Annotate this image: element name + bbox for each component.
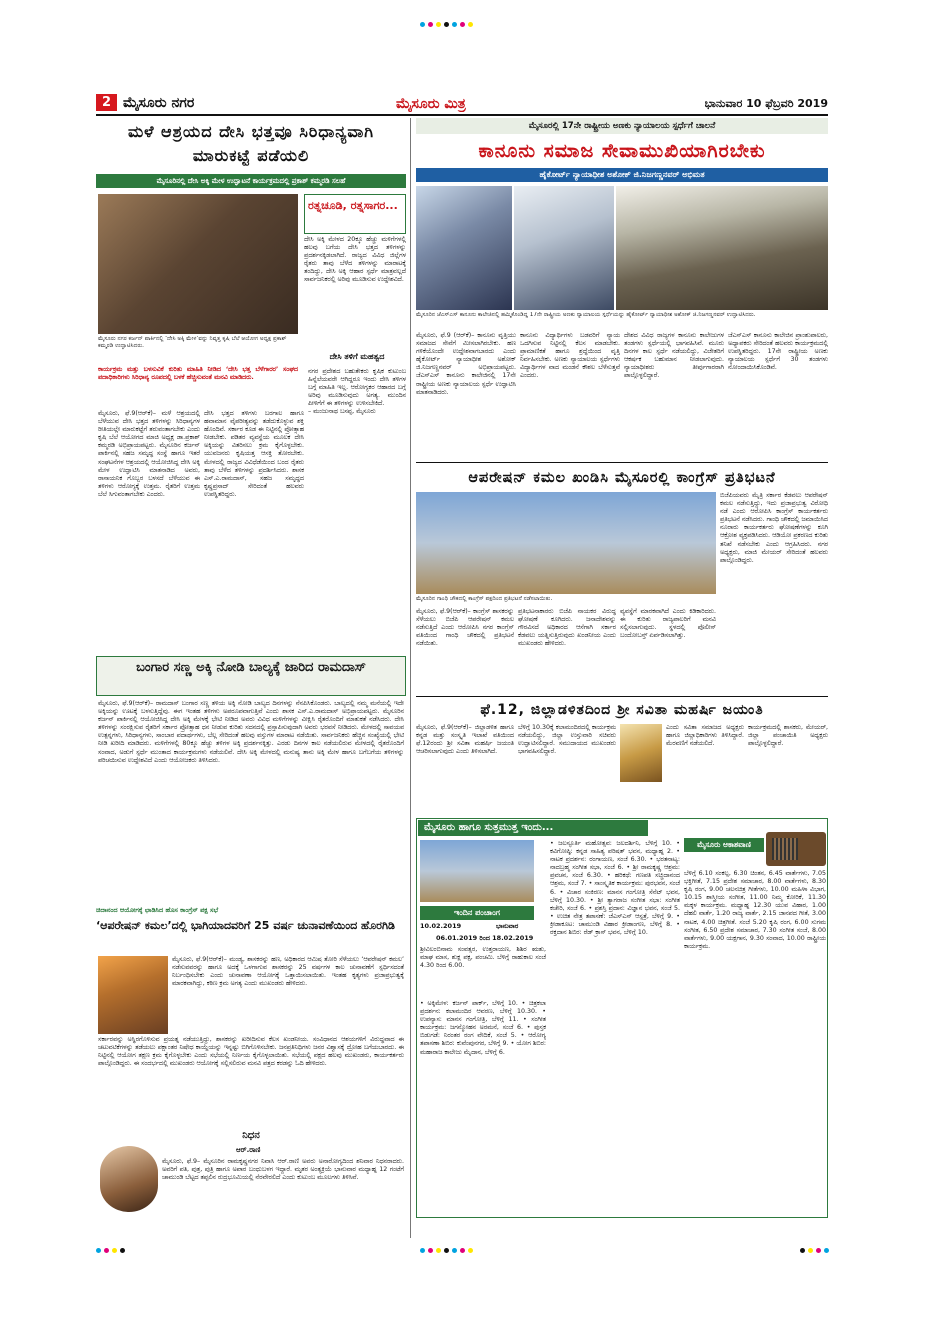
judge-speaking-photo [416,186,512,310]
registration-dots-bottom [420,1248,473,1253]
side-box-title: ರತ್ನಚೂಡಿ, ರತ್ನಸಾಗರ... [304,194,406,234]
bangara-body: ಮೈಸೂರು, ಫೆ.9(ಆರ್‌ಕೆ)– ರಾಮದಾಸ್ ಬಂಗಾರ ಸಣ್ಣ ತಳಿಯ ಅಕ್ಕಿ ನೋಡಿ ಬಾಲ್ಯದ ದಿನಗಳನ್ನು ನೆನಪಿಸಿಕೊಂಡರು. ಬಾಲ್ಯದಲ್ಲಿ ನಮ್ಮ ಮನೆಯಲ್ಲಿ ಇದೇ ಅಕ್ಕಿಯನ್ನು ಊಟಕ್ಕೆ ಬಳಸುತ್ತಿದ್ದೆವು. ಈಗ ಇಂತಹ ತಳಿಗಳು ಅಪರೂಪವಾಗುತ್ತಿವೆ ಎಂದು ಶಾಸಕ ಎಸ್.ಎ.ರಾಮದಾಸ್ ಅಭಿಪ್ರಾಯಪಟ್ಟರು. ಮೈಸೂರಿನ ಕರ್ಜನ್ ಪಾರ್ಕಿನಲ್ಲಿ ಆಯೋಜಿಸಿದ್ದ ದೇಸಿ ಅಕ್ಕಿ ಮೇಳಕ್ಕೆ ಭೇಟಿ ನೀಡಿದ ಅವರು ವಿವಿಧ ಮಳಿಗೆಗಳನ್ನು ವೀಕ್ಷಿಸಿ ರೈತರೊಂದಿಗೆ ಮಾತುಕತೆ ನಡೆಸಿದರು. ದೇಸಿ ತಳಿಗಳನ್ನು ಸಂರಕ್ಷಿಸುವ ರೈತರಿಗೆ ಸರ್ಕಾರ ಪ್ರೋತ್ಸಾಹ ಧನ ನೀಡುವ ಕುರಿತು ಸದನದಲ್ಲಿ ಪ್ರಸ್ತಾಪಿಸುವುದಾಗಿ ಅವರು ಭರವಸೆ ನೀಡಿದರು. ಮೇಳದಲ್ಲಿ ಸಾವಯವ ಉತ್ಪನ್ನಗಳು, ಸಿರಿಧಾನ್ಯಗಳು, ಸಾಂಬಾರ ಪದಾರ್ಥಗಳು, ಬೆಲ್ಲ ಸೇರಿದಂತೆ ಹಲವು ವಸ್ತುಗಳ ಮಾರಾಟ ನಡೆಯಿತು. ಸಾರ್ವಜನಿಕರು ಹೆಚ್ಚಿನ ಸಂಖ್ಯೆಯಲ್ಲಿ ಭೇಟಿ ನೀಡಿ ಖರೀದಿ ಮಾಡಿದರು. ಮಳಿಗೆಗಳಲ್ಲಿ 80ಕ್ಕೂ ಹೆಚ್ಚು ತಳಿಗಳ ಅಕ್ಕಿ ಪ್ರದರ್ಶನಕ್ಕಿತ್ತು. ಎರಡು ದಿನಗಳ ಕಾಲ ನಡೆಯಲಿರುವ ಮೇಳದಲ್ಲಿ ರೈತರೊಂದಿಗೆ ಸಂವಾದ, ಅಡುಗೆ ಸ್ಪರ್ಧೆ ಮುಂತಾದ ಕಾರ್ಯಕ್ರಮಗಳು ನಡೆಯಲಿವೆ. ದೇಸಿ ಅಕ್ಕಿ ಮೇಳದಲ್ಲಿ ಮನುಷ್ಯ ತಾನು ಅಕ್ಕಿ ಮೇಳ ಹಾಗೂ ಬಗೆಬಗೆಯ ತಳಿಗಳನ್ನು ಪರಿಚಯಿಸುವ ಉದ್ದೇಶವಿದೆ ಎಂದು ಆಯೋಜಕರು ತಿಳಿಸಿದರು. [98,700,404,764]
left-top-headline: ಮಳೆ ಆಶ್ರಯದ ದೇಸಿ ಭತ್ತವೂ ಸಿರಿಧಾನ್ಯವಾಗಿ ಮಾರುಕಟ್ಟೆ ಪಡೆಯಲಿ [127,122,375,165]
newspaper-page [96,94,828,1240]
right-top-body-col1: ಮೈಸೂರು, ಫೆ.9 (ಆರ್‌ಕೆ)– ಕಾನೂನು ವೃತ್ತಿಯು ಸಮಾಜದ ಸೇವೆಗೆ ಮೀಸಲಾಗಿರಬೇಕು. ಹಣ ಗಳಿಕೆಯೊಂದೇ ಉದ್ದೇಶವಾಗಬಾರದು ಎಂದು ಹೈಕೋರ್ಟ್ ನ್ಯಾಯಾಧೀಶ ಅಶೋಕ್ ಜಿ.ನಿಜಗಣ್ಣನವರ್ ಅಭಿಪ್ರಾಯಪಟ್ಟರು. ಜೆಎಸ್‌ಎಸ್ ಕಾನೂನು ಕಾಲೇಜಿನಲ್ಲಿ 17ನೇ ರಾಷ್ಟ್ರೀಯ ಅಣಕು ನ್ಯಾಯಾಲಯ ಸ್ಪರ್ಧೆ ಉದ್ಘಾಟಿಸಿ ಮಾತನಾಡಿದರು. [416,332,516,396]
masthead-left [96,94,194,111]
savita-top-rule [416,696,828,697]
panchanga-date: 10.02.2019 [420,922,462,930]
savita-portrait [620,724,662,782]
left-top-body-col1: ಮೈಸೂರು, ಫೆ.9(ಆರ್‌ಕೆ)– ಮಳೆ ಆಶ್ರಯದಲ್ಲಿ ಬೆಳೆಯುವ ದೇಸಿ ಭತ್ತದ ತಳಿಗಳನ್ನು ಸಿರಿಧಾನ್ಯಗಳ ರೀತಿಯಲ್ಲೇ ಮಾರುಕಟ್ಟೆಗೆ ತರುವಂತಾಗಬೇಕು ಎಂದು ಕೃಷಿ ಬೆಲೆ ಆಯೋಗದ ಮಾಜಿ ಅಧ್ಯಕ್ಷ ಡಾ.ಪ್ರಕಾಶ್ ಕಮ್ಮರಡಿ ಅಭಿಪ್ರಾಯಪಟ್ಟರು. ಮೈಸೂರಿನ ಕರ್ಜನ್ ಪಾರ್ಕಿನಲ್ಲಿ ಸಹಜ ಸಮೃದ್ಧ ಸಂಸ್ಥೆ ಹಾಗೂ ಇತರೆ ಸಂಘಟನೆಗಳ ಆಶ್ರಯದಲ್ಲಿ ಆಯೋಜಿಸಿದ್ದ ದೇಸಿ ಅಕ್ಕಿ ಮೇಳ ಉದ್ಘಾಟಿಸಿ ಮಾತನಾಡಿದ ಅವರು, ರಾಸಾಯನಿಕ ಗೊಬ್ಬರ ಬಳಸದೆ ಬೆಳೆಯುವ ಈ ತಳಿಗಳು ಆರೋಗ್ಯಕ್ಕೆ ಉತ್ತಮ. ರೈತರಿಗೆ ಉತ್ತಮ ಬೆಲೆ ಸಿಗುವಂತಾಗಬೇಕು ಎಂದರು. [98,410,200,498]
bangara-headline: ಬಂಗಾರ ಸಣ್ಣ ಅಕ್ಕಿ ನೋಡಿ ಬಾಲ್ಯಕ್ಕೆ ಜಾರಿದ ರಾಮದಾಸ್ [136,660,366,675]
side-box-text: ದೇಸಿ ಅಕ್ಕಿ ಮೇಳದ 20ಕ್ಕೂ ಹೆಚ್ಚು ಮಳಿಗೆಗಳಲ್ಲಿ ಹಲವು ಬಗೆಯ ದೇಸಿ ಭತ್ತದ ತಳಿಗಳನ್ನು ಪ್ರದರ್ಶನಕ್ಕಿಡಲಾಗಿದೆ. ರಾಜ್ಯದ ವಿವಿಧ ಜಿಲ್ಲೆಗಳ ರೈತರು ತಾವು ಬೆಳೆದ ತಳಿಗಳನ್ನು ಮಾರಾಟಕ್ಕೆ ತಂದಿದ್ದು, ದೇಸಿ ಅಕ್ಕಿ ಆಹಾರ ಸ್ಪರ್ಧೆ ಮಾತ್ರವಲ್ಲದೆ ಸಾರ್ವಜನಿಕರಲ್ಲಿ ಅರಿವು ಮೂಡಿಸುವ ಉದ್ದೇಶವಿದೆ. [304,236,406,284]
radio-schedule: ಬೆಳಿಗ್ಗೆ 6.10 ಸಂಕಲ್ಪ, 6.30 ಚಿಂತನ, 6.45 ವಾರ್ತೆಗಳು, 7.05 ಭಕ್ತಿಗೀತೆ, 7.15 ಪ್ರದೇಶ ಸಮಾಚಾರ, 8.00 ವಾರ್ತೆಗಳು, 8.30 ಕೃಷಿ ರಂಗ, 9.00 ಚಲನಚಿತ್ರ ಗೀತೆಗಳು, 10.00 ಮಹಿಳಾ ವಿಭಾಗ, 10.15 ಶಾಸ್ತ್ರೀಯ ಸಂಗೀತ, 11.00 ನಿಮ್ಮ ಕೋರಿಕೆ, 11.30 ಮಕ್ಕಳ ಕಾರ್ಯಕ್ರಮ. ಮಧ್ಯಾಹ್ನ 12.30 ಯುವ ವಿಹಾರ, 1.00 ದೆಹಲಿ ವಾರ್ತೆ, 1.20 ರಾಜ್ಯ ವಾರ್ತೆ, 2.15 ಜಾನಪದ ಗೀತೆ, 3.00 ನಾಟಕ, 4.00 ಚಿತ್ರಗೀತೆ. ಸಂಜೆ 5.20 ಕೃಷಿ ರಂಗ, 6.00 ಸುಗಮ ಸಂಗೀತ, 6.50 ಪ್ರದೇಶ ಸಮಾಚಾರ, 7.30 ಸಂಗೀತ ಸಂಜೆ, 8.00 ವಾರ್ತೆಗಳು, 9.00 ಯಕ್ಷಗಾನ, 9.30 ಸಂವಾದ, 10.00 ರಾಷ್ಟ್ರೀಯ ಕಾರ್ಯಕ್ರಮ. [684,870,826,950]
right-top-kicker: ಮೈಸೂರಲ್ಲಿ 17ನೇ ರಾಷ್ಟ್ರೀಯ ಅಣಕು ನ್ಯಾಯಾಲಯ ಸ್ಪರ್ಧೆಗೆ ಚಾಲನೆ [416,118,828,134]
right-top-body-col3: ದೇಶದ ವಿವಿಧ ರಾಜ್ಯಗಳ ಕಾನೂನು ಕಾಲೇಜುಗಳ ತಂಡಗಳು ಸ್ಪರ್ಧೆಯಲ್ಲಿ ಭಾಗವಹಿಸಿವೆ. ಮೂರು ದಿನಗಳ ಕಾಲ ಸ್ಪರ್ಧೆ ನಡೆಯಲಿದ್ದು, ವಿಜೇತರಿಗೆ ಆಕರ್ಷಕ ಬಹುಮಾನ ನೀಡಲಾಗುವುದು. ನ್ಯಾಯಾಧೀಶರು ತೀರ್ಪುಗಾರರಾಗಿ ಪಾಲ್ಗೊಳ್ಳಲಿದ್ದಾರೆ. [624,332,724,380]
protest-photo [416,492,716,594]
operation-body-col2: ಪ್ರತಿಭಟನಾಕಾರರು ಬಿಜೆಪಿ ನಾಯಕರ ವಿರುದ್ಧ ಘೋಷಣೆ ಕೂಗಿದರು. ಜನಾದೇಶವನ್ನು ಗೌರವಿಸದೆ ಅಧಿಕಾರದ ಆಸೆಗಾಗಿ ಸರ್ಕಾರ ಕೆಡವಲು ಯತ್ನಿಸುತ್ತಿರುವುದು ಖಂಡನೀಯ ಎಂದು ಮುಖಂಡರು ಹೇಳಿದರು. [518,608,616,648]
right-top-headline: ಕಾನೂನು ಸಮಾಜ ಸೇವಾಮುಖಿಯಾಗಿರಬೇಕು [478,140,766,162]
savita-body-col4: ಕಾರ್ಯಕ್ರಮದಲ್ಲಿ ಶಾಸಕರು, ಮೇಯರ್, ಜಿಲ್ಲಾ ಪಂಚಾಯಿತಿ ಅಧ್ಯಕ್ಷರು ಪಾಲ್ಗೊಳ್ಳಲಿದ್ದಾರೆ. [748,724,828,748]
operation-body-side: ಬಿಜೆಪಿಯವರು ಮೈತ್ರಿ ಸರ್ಕಾರ ಕೆಡವಲು ಆಪರೇಷನ್ ಕಮಲ ನಡೆಸುತ್ತಿದ್ದು, ಇದು ಪ್ರಜಾಪ್ರಭುತ್ವ ವಿರೋಧಿ ನಡೆ ಎಂದು ಆರೋಪಿಸಿ ಕಾಂಗ್ರೆಸ್ ಕಾರ್ಯಕರ್ತರು ಪ್ರತಿಭಟನೆ ನಡೆಸಿದರು. ಗಾಂಧಿ ಚೌಕದಲ್ಲಿ ಜಮಾಯಿಸಿದ ನೂರಾರು ಕಾರ್ಯಕರ್ತರು ಘೋಷಣೆಗಳನ್ನು ಕೂಗಿ ಆಕ್ರೋಶ ವ್ಯಕ್ತಪಡಿಸಿದರು. ಆಡಿಯೋ ಪ್ರಕರಣದ ಕುರಿತು ತನಿಖೆ ನಡೆಸಬೇಕು ಎಂದು ಆಗ್ರಹಿಸಿದರು. ನಗರ ಅಧ್ಯಕ್ಷರು, ಮಾಜಿ ಮೇಯರ್ ಸೇರಿದಂತೆ ಹಲವರು ಪಾಲ್ಗೊಂಡಿದ್ದರು. [720,492,828,564]
panchanga-range: 06.01.2019 ರಿಂದ 18.02.2019 [436,934,534,942]
registration-dots-left [96,1248,125,1253]
chidananda-photo [98,956,168,1034]
savita-body-col1: ಮೈಸೂರು, ಫೆ.9(ಆರ್‌ಕೆ)– ಜಿಲ್ಲಾಡಳಿತ ಹಾಗೂ ಕನ್ನಡ ಮತ್ತು ಸಂಸ್ಕೃತಿ ಇಲಾಖೆ ವತಿಯಿಂದ ಫೆ.12ರಂದು ಶ್ರೀ ಸವಿತಾ ಮಹರ್ಷಿ ಜಯಂತಿ ಆಚರಿಸಲಾಗುವುದು ಎಂದು ತಿಳಿಸಲಾಗಿದೆ. [416,724,514,756]
registration-dots-right [800,1248,829,1253]
section-name: ಮೈಸೂರು ನಗರ [123,94,195,111]
rice-fair-quote: ಕಾರ್ಯಕ್ರಮ ಮತ್ತು ಬಳಸುವಿಕೆ ಕುರಿತು ಮಾಹಿತಿ ನೀಡಿದ ‘ದೇಸಿ ಭತ್ತ ಬೆಳೆಗಾರರ’ ಸಂಘದ ಪದಾಧಿಕಾರಿಗಳು ಸಿರಿಧಾನ್ಯ ರೂಪದಲ್ಲಿ ಬಳಕೆ ಹೆಚ್ಚಿಸುವಂತೆ ಮನವಿ ಮಾಡಿದರು. [98,366,298,382]
rice-fair-photo [98,194,298,334]
chidananda-headline: ‘ಆಪರೇಷನ್ ಕಮಲ’ದಲ್ಲಿ ಭಾಗಿಯಾದವರಿಗೆ 25 ವರ್ಷ ಚುನಾವಣೆಯಿಂದ ಹೊರಗಿಡಿ [96,919,395,932]
desi-box-title: ದೇಸಿ ತಳಿಗೆ ಮಹತ್ವದ [329,352,385,361]
panchanga-day: ಭಾನುವಾರ [496,922,519,930]
bangara-headline-box [96,656,406,696]
palace-photo [420,840,534,902]
column-divider [410,118,411,1238]
left-top-body-col2: ದೇಸಿ ಭತ್ತದ ತಳಿಗಳು ಬರಗಾಲ ಹಾಗೂ ಹವಾಮಾನ ವೈಪರೀತ್ಯವನ್ನು ತಡೆದುಕೊಳ್ಳುವ ಶಕ್ತಿ ಹೊಂದಿವೆ. ಸರ್ಕಾರ ಕೂಡ ಈ ನಿಟ್ಟಿನಲ್ಲಿ ಪ್ರೋತ್ಸಾಹ ನೀಡಬೇಕು. ಪಡಿತರ ವ್ಯವಸ್ಥೆಯ ಮೂಲಕ ದೇಸಿ ಅಕ್ಕಿಯನ್ನು ವಿತರಿಸಲು ಕ್ರಮ ಕೈಗೊಳ್ಳಬೇಕು. ಯುವಜನರು ಕೃಷಿಯತ್ತ ಆಸಕ್ತಿ ತೋರಬೇಕು. ಮೇಳದಲ್ಲಿ ರಾಜ್ಯದ ವಿವಿಧೆಡೆಯಿಂದ ಬಂದ ರೈತರು ತಾವು ಬೆಳೆದ ತಳಿಗಳನ್ನು ಪ್ರದರ್ಶಿಸಿದರು. ಶಾಸಕ ಎಸ್.ಎ.ರಾಮದಾಸ್, ಸಹಜ ಸಮೃದ್ಧದ ಕೃಷ್ಣಪ್ರಸಾದ್ ಸೇರಿದಂತೆ ಹಲವರು ಉಪಸ್ಥಿತರಿದ್ದರು. [204,410,304,498]
right-top-body-col2: ಕಾನೂನು ವಿದ್ಯಾರ್ಥಿಗಳು ಬಡವರಿಗೆ ನ್ಯಾಯ ಒದಗಿಸುವ ನಿಟ್ಟಿನಲ್ಲಿ ಕೆಲಸ ಮಾಡಬೇಕು. ಪ್ರಾಮಾಣಿಕತೆ ಹಾಗೂ ಶ್ರದ್ಧೆಯಿಂದ ವೃತ್ತಿ ನಿರ್ವಹಿಸಬೇಕು. ಅಣಕು ನ್ಯಾಯಾಲಯ ಸ್ಪರ್ಧೆಗಳು ವಿದ್ಯಾರ್ಥಿಗಳ ವಾದ ಮಂಡನೆ ಕೌಶಲ ಬೆಳೆಸುತ್ತವೆ ಎಂದರು. [520,332,620,380]
lamp-lighting-photo [514,186,614,310]
obituary-body: ಮೈಸೂರು, ಫೆ.9– ಮೈಸೂರಿನ ರಾಮಕೃಷ್ಣನಗರ ನಿವಾಸಿ ಆರ್.ರಾಣಿ ಅವರು ಅನಾರೋಗ್ಯದಿಂದ ಶನಿವಾರ ನಿಧನರಾದರು. ಅವರಿಗೆ ಪತಿ, ಪುತ್ರ, ಪುತ್ರಿ ಹಾಗೂ ಅಪಾರ ಬಂಧುಬಳಗ ಇದ್ದಾರೆ. ಮೃತರ ಅಂತ್ಯಕ್ರಿಯೆ ಭಾನುವಾರ ಮಧ್ಯಾಹ್ನ 12 ಗಂಟೆಗೆ ಚಾಮುಂಡಿ ಬೆಟ್ಟದ ತಪ್ಪಲಿನ ರುದ್ರಭೂಮಿಯಲ್ಲಿ ನೆರವೇರಲಿದೆ ಎಂದು ಕುಟುಂಬ ಮೂಲಗಳು ತಿಳಿಸಿವೆ. [162,1158,404,1182]
protest-caption: ಮೈಸೂರಿನ ಗಾಂಧಿ ಚೌಕದಲ್ಲಿ ಕಾಂಗ್ರೆಸ್ ಪಕ್ಷದಿಂದ ಪ್ರತಿಭಟನೆ ನಡೆಸಲಾಯಿತು. [416,596,553,602]
right-top-subhead: ಹೈಕೋರ್ಟ್ ನ್ಯಾಯಾಧೀಶ ಅಶೋಕ್ ಜಿ.ನಿಜಗಣ್ಣನವರ್ ಅಭಿಮತ [416,168,828,182]
radio-icon [766,832,826,866]
audience-photo [616,186,828,310]
registration-dots-top [420,22,473,27]
savita-body-col2: ಬೆಳಿಗ್ಗೆ 10.30ಕ್ಕೆ ಕಲಾಮಂದಿರದಲ್ಲಿ ಕಾರ್ಯಕ್ರಮ ನಡೆಯಲಿದ್ದು, ಜಿಲ್ಲಾ ಉಸ್ತುವಾರಿ ಸಚಿವರು ಉದ್ಘಾಟಿಸಲಿದ್ದಾರೆ. ಸಮುದಾಯದ ಮುಖಂಡರು ಭಾಗವಹಿಸಲಿದ್ದಾರೆ. [518,724,616,756]
masthead-rule [96,114,828,116]
savita-headline: ಫೆ.12, ಜಿಲ್ಲಾಡಳಿತದಿಂದ ಶ್ರೀ ಸವಿತಾ ಮಹರ್ಷಿ ಜಯಂತಿ [480,702,764,718]
desi-box-text: ನಗರ ಪ್ರದೇಶದ ಬಹುತೇಕರು ಕೃಷಿಕ ಕುಟುಂಬ ಹಿನ್ನೆಲೆಯವರೇ ಆಗಿದ್ದರೂ ಇಂದು ದೇಸಿ ತಳಿಗಳ ಬಗ್ಗೆ ಮಾಹಿತಿ ಇಲ್ಲ. ಆರೋಗ್ಯಕರ ಆಹಾರದ ಬಗ್ಗೆ ಅರಿವು ಮೂಡಿಸುವುದು ಅಗತ್ಯ. ಮುಂದಿನ ಪೀಳಿಗೆಗೆ ಈ ತಳಿಗಳನ್ನು ಉಳಿಸಬೇಕಿದೆ. – ಮಂಜುನಾಥ ಬಸಪ್ಪ, ಮೈಸೂರು [308,368,406,416]
operation-body-col1: ಮೈಸೂರು, ಫೆ.9(ಆರ್‌ಕೆ)– ಕಾಂಗ್ರೆಸ್ ಶಾಸಕರನ್ನು ಸೆಳೆಯಲು ಬಿಜೆಪಿ ಆಪರೇಷನ್ ಕಮಲ ನಡೆಸುತ್ತಿದೆ ಎಂದು ಆರೋಪಿಸಿ ನಗರ ಕಾಂಗ್ರೆಸ್ ವತಿಯಿಂದ ಗಾಂಧಿ ಚೌಕದಲ್ಲಿ ಪ್ರತಿಭಟನೆ ನಡೆಯಿತು. [416,608,514,648]
chidananda-kicker: ಚಿದಾನಂದ ಆಯೋಗಕ್ಕೆ ಛಾಡಿಸಿದ ಹೊಸ ಕಾಂಗ್ರೆಸ್ ಪಕ್ಷ ಸಭೆ [96,906,219,914]
panchanga-body: ಶ್ರೀವಿಲಂಬಿನಾಮ ಸಂವತ್ಸರ, ಉತ್ತರಾಯಣ, ಶಿಶಿರ ಋತು, ಮಾಘ ಮಾಸ, ಶುಕ್ಲ ಪಕ್ಷ, ಪಂಚಮಿ. ಬೆಳಿಗ್ಗೆ ರಾಹುಕಾಲ ಸಂಜೆ 4.30 ರಿಂದ 6.00. [420,946,546,970]
operation-headline: ಆಪರೇಷನ್ ಕಮಲ ಖಂಡಿಸಿ ಮೈಸೂರಲ್ಲಿ ಕಾಂಗ್ರೆಸ್ ಪ್ರತಿಭಟನೆ [468,470,776,486]
operation-body-col3: ವ್ಯವಸ್ಥೆಗೆ ಮಾರಕವಾಗಿದೆ ಎಂದು ಕಿಡಿಕಾರಿದರು. ಈ ಕುರಿತು ರಾಜ್ಯಪಾಲರಿಗೆ ಮನವಿ ಸಲ್ಲಿಸಲಾಗುವುದು. ಸ್ಥಳದಲ್ಲಿ ಪೊಲೀಸ್ ಬಂದೋಬಸ್ತ್ ಏರ್ಪಡಿಸಲಾಗಿತ್ತು. [620,608,716,640]
events-list-col2: • ಜಲಸ್ಫೂರ್ತಿ ಮಹೋತ್ಸವ: ಜಲದರ್ಶಿನಿ, ಬೆಳಿಗ್ಗೆ 10. • ಕವಿಗೋಷ್ಠಿ: ಕನ್ನಡ ಸಾಹಿತ್ಯ ಪರಿಷತ್ ಭವನ, ಮಧ್ಯಾಹ್ನ 2. • ನಾಟಕ ಪ್ರದರ್ಶನ: ರಂಗಾಯಣ, ಸಂಜೆ 6.30. • ಭರತನಾಟ್ಯ: ನಾದಬ್ರಹ್ಮ ಸಂಗೀತ ಸಭಾ, ಸಂಜೆ 6. • ಶ್ರೀ ರಾಮಕೃಷ್ಣ ಆಶ್ರಮ: ಪ್ರವಚನ, ಸಂಜೆ 6.30. • ಹರಿಕಥೆ: ಗಣಪತಿ ಸಚ್ಚಿದಾನಂದ ಆಶ್ರಮ, ಸಂಜೆ 7. • ಸಾಂಸ್ಕೃತಿಕ ಕಾರ್ಯಕ್ರಮ: ಪುರಭವನ, ಸಂಜೆ 6. • ವಿಚಾರ ಸಂಕಿರಣ: ಮಾನಸ ಗಂಗೋತ್ರಿ ಸೆನೆಟ್ ಭವನ, ಬೆಳಿಗ್ಗೆ 10.30. • ಶ್ರೀ ತ್ಯಾಗರಾಜ ಸಂಗೀತ ಸಭಾ: ಸಂಗೀತ ಕಚೇರಿ, ಸಂಜೆ 6. • ಪ್ರಶಸ್ತಿ ಪ್ರದಾನ: ವಿಜ್ಞಾನ ಭವನ, ಸಂಜೆ 5. • ಉಚಿತ ನೇತ್ರ ತಪಾಸಣೆ: ಜೆಎಸ್‌ಎಸ್ ಆಸ್ಪತ್ರೆ, ಬೆಳಿಗ್ಗೆ 9. • ಕ್ರೀಡಾಕೂಟ: ಚಾಮುಂಡಿ ವಿಹಾರ ಕ್ರೀಡಾಂಗಣ, ಬೆಳಿಗ್ಗೆ 8. • ರಕ್ತದಾನ ಶಿಬಿರ: ರೆಡ್ ಕ್ರಾಸ್ ಭವನ, ಬೆಳಿಗ್ಗೆ 10. [550,840,680,937]
page-number-badge: 2 [96,94,117,111]
obituary-photo [100,1146,158,1212]
obituary-title: ನಿಧನ [242,1130,260,1141]
operation-top-rule [416,462,828,463]
chidananda-body-bottom: ಸರ್ಕಾರವನ್ನು ಅಸ್ಥಿರಗೊಳಿಸುವ ಪ್ರಯತ್ನ ನಡೆಯುತ್ತಿದ್ದು, ಶಾಸಕರನ್ನು ಖರೀದಿಸುವ ಕೆಲಸ ಖಂಡನೀಯ. ಸಂವಿಧಾನದ ಆಶಯಗಳಿಗೆ ವಿರುದ್ಧವಾದ ಈ ಚಟುವಟಿಕೆಗಳನ್ನು ತಡೆಯಲು ಪಕ್ಷಾಂತರ ನಿಷೇಧ ಕಾಯ್ದೆಯನ್ನು ಇನ್ನಷ್ಟು ಬಿಗಿಗೊಳಿಸಬೇಕು. ಜನಪ್ರತಿನಿಧಿಗಳು ಜನರ ವಿಶ್ವಾಸಕ್ಕೆ ದ್ರೋಹ ಬಗೆಯಬಾರದು. ಈ ನಿಟ್ಟಿನಲ್ಲಿ ಆಯೋಗ ತಕ್ಷಣ ಕ್ರಮ ಕೈಗೊಳ್ಳಬೇಕು ಎಂದು ಸಭೆಯಲ್ಲಿ ನಿರ್ಣಯ ಕೈಗೊಳ್ಳಲಾಯಿತು. ಸಭೆಯಲ್ಲಿ ಪಕ್ಷದ ಹಲವು ಮುಖಂಡರು, ಕಾರ್ಯಕರ್ತರು ಪಾಲ್ಗೊಂಡಿದ್ದರು. ಈ ಸಂದರ್ಭದಲ್ಲಿ ಮುಖಂಡರು ಆಯೋಗಕ್ಕೆ ಸಲ್ಲಿಸಲಿರುವ ಮನವಿ ಪತ್ರದ ಕರಡನ್ನು ಓದಿ ಹೇಳಿದರು. [98,1036,404,1068]
chidananda-body-top: ಮೈಸೂರು, ಫೆ.9(ಆರ್‌ಕೆ)– ಮಂಡ್ಯ, ಶಾಸಕರನ್ನು ಹಣ, ಅಧಿಕಾರದ ಆಮಿಷ ತೋರಿ ಸೆಳೆಯಲು ‘ಆಪರೇಷನ್ ಕಮಲ’ ನಡೆಸುವವರನ್ನು ಹಾಗೂ ಅದಕ್ಕೆ ಒಳಗಾಗುವ ಶಾಸಕರನ್ನು 25 ವರ್ಷಗಳ ಕಾಲ ಚುನಾವಣೆಗೆ ಸ್ಪರ್ಧಿಸದಂತೆ ನಿರ್ಬಂಧಿಸಬೇಕು ಎಂದು ಚುನಾವಣಾ ಆಯೋಗಕ್ಕೆ ಒತ್ತಾಯಿಸಲಾಯಿತು. ಇಂತಹ ಕೃತ್ಯಗಳು ಪ್ರಜಾಪ್ರಭುತ್ವಕ್ಕೆ ಮಾರಕವಾಗಿದ್ದು, ಕಠಿಣ ಕ್ರಮ ಅಗತ್ಯ ಎಂದು ಮುಖಂಡರು ಹೇಳಿದರು. [172,956,404,988]
panchanga-title: ಇಂದಿನ ಪಂಚಾಂಗ [420,906,534,920]
events-title: ಮೈಸೂರು ಹಾಗೂ ಸುತ್ತಮುತ್ತ ಇಂದು... [418,820,648,836]
radio-title: ಮೈಸೂರು ಆಕಾಶವಾಣಿ [684,838,764,852]
events-list-col1: • ಅಕ್ಕಿಮೇಳ: ಕರ್ಜನ್ ಪಾರ್ಕ್, ಬೆಳಿಗ್ಗೆ 10. • ಚಿತ್ರಕಲಾ ಪ್ರದರ್ಶನ: ಕಲಾಮಂದಿರ ಆವರಣ, ಬೆಳಿಗ್ಗೆ 10.30. • ಉಪನ್ಯಾಸ: ಮಾನಸ ಗಂಗೋತ್ರಿ, ಬೆಳಿಗ್ಗೆ 11. • ಸಂಗೀತ ಕಾರ್ಯಕ್ರಮ: ಜಗನ್ಮೋಹನ ಅರಮನೆ, ಸಂಜೆ 6. • ಪುಸ್ತಕ ಬಿಡುಗಡೆ: ನಿರಂತರ ರಂಗ ವೇದಿಕೆ, ಸಂಜೆ 5. • ಆರೋಗ್ಯ ತಪಾಸಣಾ ಶಿಬಿರ: ಕುವೆಂಪುನಗರ, ಬೆಳಿಗ್ಗೆ 9. • ಯೋಗ ಶಿಬಿರ: ಮಹಾರಾಜ ಕಾಲೇಜು ಮೈದಾನ, ಬೆಳಿಗ್ಗೆ 6. [420,1000,546,1056]
left-top-subhead: ಮೈಸೂರಿನಲ್ಲಿ ದೇಸಿ ಅಕ್ಕಿ ಮೇಳ ಉದ್ಘಾಟನೆ ಕಾರ್ಯಕ್ರಮದಲ್ಲಿ ಪ್ರಕಾಶ್ ಕಮ್ಮರಡಿ ಸಲಹೆ [96,174,406,188]
rice-fair-caption: ಮೈಸೂರು ನಗರ ಕರ್ಜನ್ ಪಾರ್ಕಿನಲ್ಲಿ ‘ದೇಸಿ ಅಕ್ಕಿ ಮೇಳ’ವನ್ನು ನಿವೃತ್ತ ಕೃಷಿ ಬೆಲೆ ಆಯೋಗ ಅಧ್ಯಕ್ಷ ಪ್ರಕಾಶ್ ಕಮ್ಮರಡಿ ಉದ್ಘಾಟಿಸಿದರು. [98,336,287,350]
paper-name: ಮೈಸೂರು ಮಿತ್ರ [396,96,466,112]
right-top-caption: ಮೈಸೂರಿನ ಜೆಎಸ್‌ಎಸ್ ಕಾನೂನು ಕಾಲೇಜಿನಲ್ಲಿ ಹಮ್ಮಿಕೊಂಡಿದ್ದ 17ನೇ ರಾಷ್ಟ್ರೀಯ ಅಣಕು ನ್ಯಾಯಾಲಯ ಸ್ಪರ್ಧೆಯನ್ನು ಹೈಕೋರ್ಟ್ ನ್ಯಾಯಾಧೀಶ ಅಶೋಕ್ ಜಿ.ನಿಜಗಣ್ಣನವರ್ ಉದ್ಘಾಟಿಸಿದರು. [416,312,756,318]
savita-body-col3: ಎಂದು ಸವಿತಾ ಸಮಾಜದ ಅಧ್ಯಕ್ಷರು ಹಾಗೂ ಜಿಲ್ಲಾಧಿಕಾರಿಗಳು ತಿಳಿಸಿದ್ದಾರೆ. ಮೆರವಣಿಗೆ ನಡೆಯಲಿದೆ. [666,724,744,748]
right-top-body-col4: ಜೆಎಸ್‌ಎಸ್ ಕಾನೂನು ಕಾಲೇಜಿನ ಪ್ರಾಂಶುಪಾಲರು, ಅಧ್ಯಾಪಕರು ಸೇರಿದಂತೆ ಹಲವರು ಕಾರ್ಯಕ್ರಮದಲ್ಲಿ ಉಪಸ್ಥಿತರಿದ್ದರು. 17ನೇ ರಾಷ್ಟ್ರೀಯ ಅಣಕು ನ್ಯಾಯಾಲಯ ಸ್ಪರ್ಧೆಗೆ 30 ತಂಡಗಳು ನೋಂದಾಯಿಸಿಕೊಂಡಿವೆ. [728,332,828,372]
obituary-name: ಆರ್.ರಾಣಿ [236,1146,261,1154]
issue-date: ಭಾನುವಾರ 10 ಫೆಬ್ರವರಿ 2019 [704,97,828,110]
